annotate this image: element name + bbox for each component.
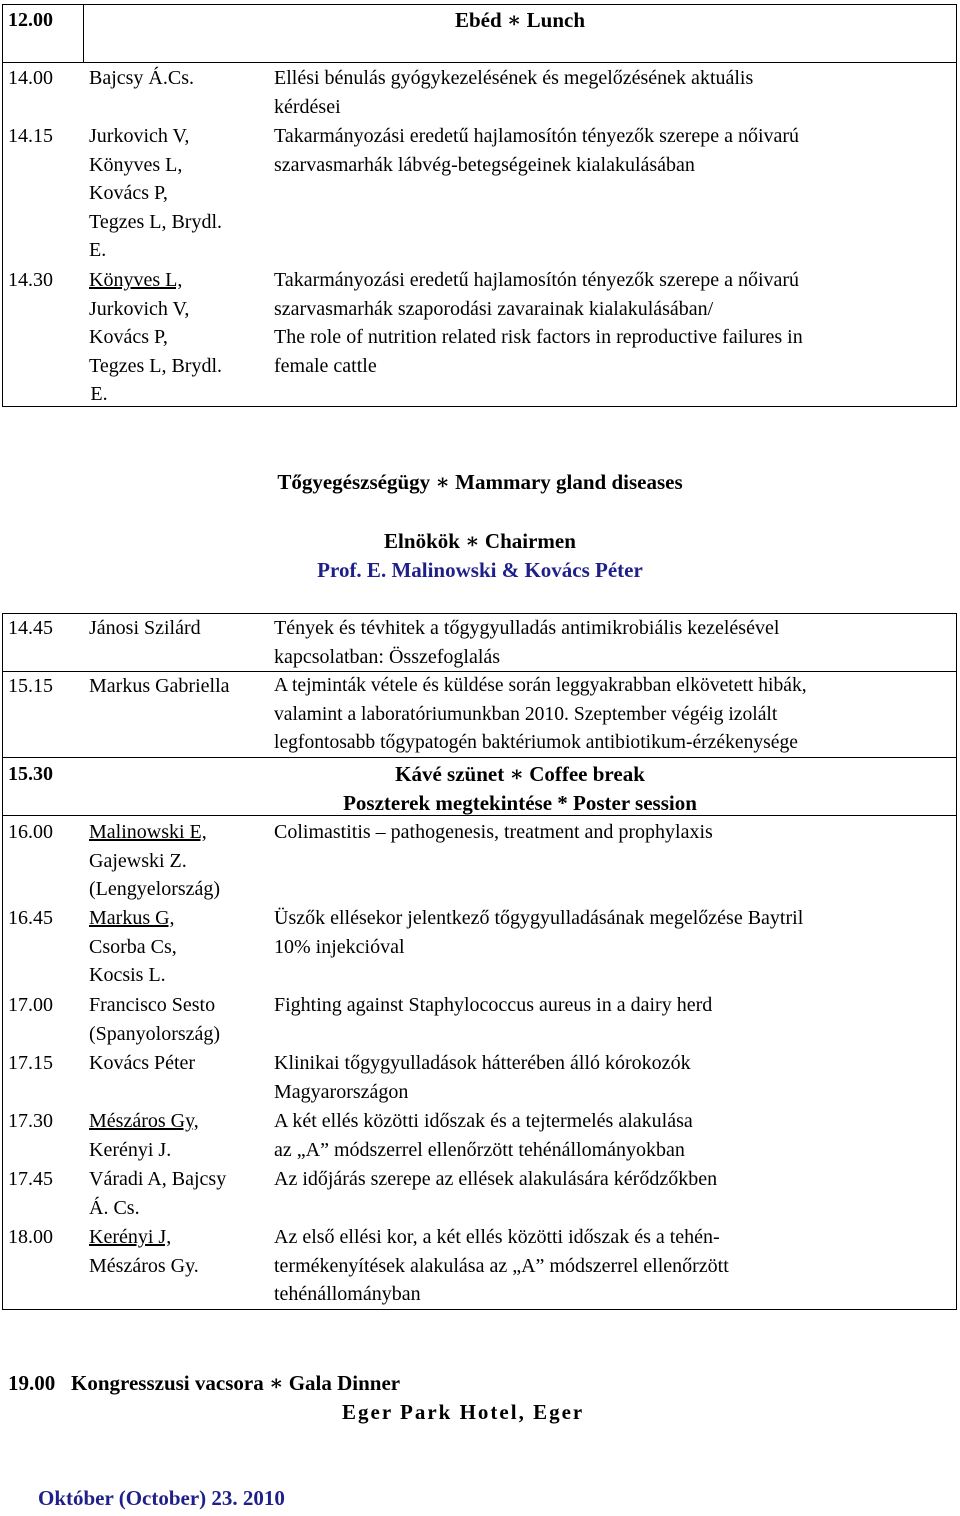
- row-title: [274, 904, 950, 961]
- row-title: [274, 1165, 950, 1194]
- speaker-line: Kerényi J.: [89, 1138, 172, 1161]
- speaker-line: Váradi A, Bajcsy: [89, 1168, 227, 1190]
- row-title: [274, 64, 950, 121]
- speaker-line: E.: [89, 239, 107, 262]
- speaker-line: Kocsis L.: [89, 964, 166, 987]
- row-title: [274, 991, 950, 1020]
- title-line: szarvasmarhák lábvég-betegségeinek kialakulásában: [274, 153, 695, 176]
- speaker-line: Markus G,: [89, 907, 175, 929]
- session-title: Tőgyegészségügy ∗ Mammary gland diseases: [277, 470, 683, 494]
- speaker-line: Mészáros Gy.: [89, 1254, 199, 1277]
- row-speakers: [89, 122, 267, 265]
- title-line: Klinikai tőgygyulladások hátterében álló kórokozók: [274, 1052, 691, 1074]
- title-line: Colimastitis – pathogenesis, treatment and prophylaxis: [274, 821, 713, 843]
- speaker-line: Malinowski E,: [89, 821, 207, 843]
- row-speakers: [89, 1165, 267, 1222]
- title-line: Ellési bénulás gyógykezelésének és megelőzésének aktuális: [274, 67, 754, 89]
- title-line: valamint a laboratóriumunkban 2010. Szeptember végéig izolált: [274, 703, 778, 725]
- title-line: Fighting against Staphylococcus aureus in a dairy herd: [274, 994, 713, 1016]
- speaker-line: (Spanyolország): [89, 1022, 221, 1045]
- speaker-line: Mészáros Gy,: [89, 1110, 199, 1132]
- row-time: 17.30: [8, 1110, 53, 1132]
- title-line: Magyarországon: [274, 1080, 409, 1103]
- row-speakers: [89, 991, 267, 1048]
- row-title: [274, 122, 950, 179]
- chairmen-names: Prof. E. Malinowski & Kovács Péter: [317, 558, 643, 582]
- speaker-line: Á. Cs.: [89, 1196, 140, 1219]
- title-line: Az első ellési kor, a két ellés közötti időszak és a tehén-: [274, 1226, 720, 1248]
- gala-label: Kongresszusi vacsora ∗ Gala Dinner: [71, 1371, 401, 1395]
- speaker-line: Jurkovich V,: [89, 125, 190, 147]
- title-line: A két ellés közötti időszak és a tejtermelés alakulása: [274, 1110, 693, 1132]
- title-line: Takarmányozási eredetű hajlamosítón tényezők szerepe a nőivarú: [274, 269, 800, 291]
- speaker-line: Kerényi J,: [89, 1226, 172, 1248]
- speaker-line: Könyves L,: [89, 153, 183, 176]
- row-speakers: [89, 64, 267, 93]
- gala-venue: Eger Park Hotel, Eger: [342, 1400, 585, 1424]
- title-line: A tejminták vétele és küldése során leggyakrabban elkövetett hibák,: [274, 675, 807, 696]
- speaker-line: E.: [90, 383, 108, 406]
- row-title: [274, 1107, 950, 1164]
- speaker-line: Bajcsy Á.Cs.: [89, 67, 194, 89]
- row-speakers: [89, 1223, 267, 1280]
- lunch-time: 12.00: [8, 9, 53, 31]
- speaker-line: Csorba Cs,: [89, 935, 177, 958]
- row-time: 17.15: [8, 1052, 53, 1074]
- gala-time: 19.00: [8, 1371, 56, 1395]
- row-title: [274, 266, 950, 380]
- table-1-divider: [2, 62, 957, 63]
- row-speakers: [89, 1107, 267, 1164]
- gala-line: [8, 1369, 400, 1398]
- title-line: kapcsolatban: Összefoglalás: [274, 645, 501, 668]
- title-line: 10% injekcióval: [274, 935, 405, 958]
- row-speakers: [89, 614, 267, 643]
- speaker-line: Gajewski Z.: [89, 849, 187, 872]
- speaker-line: Jánosi Szilárd: [89, 617, 201, 639]
- title-line: szarvasmarhák szaporodási zavarainak kialakulásában/: [274, 297, 714, 320]
- row-title: [274, 1049, 950, 1106]
- row-title: [274, 614, 950, 671]
- row-time: 14.15: [8, 125, 53, 147]
- title-line: az „A” módszerrel ellenőrzött tehénállományokban: [274, 1138, 685, 1161]
- speaker-line: Markus Gabriella: [89, 675, 230, 697]
- title-line: Tények és tévhitek a tőgygyulladás antimikrobiális kezelésével: [274, 617, 780, 639]
- speaker-line: Tegzes L, Brydl.: [89, 210, 223, 233]
- row-title: [274, 1223, 950, 1309]
- row-speakers: [89, 672, 274, 701]
- row-title: [274, 672, 950, 758]
- title-line: Üszők ellésekor jelentkező tőgygyulladásának megelőzése Baytril: [274, 907, 804, 929]
- row-speakers: [89, 1049, 267, 1078]
- title-line: female cattle: [274, 354, 377, 377]
- row-time: 16.00: [8, 821, 53, 843]
- row-speakers: [89, 818, 267, 904]
- title-line: tehénállományban: [274, 1283, 421, 1306]
- title-line: kérdései: [274, 95, 341, 118]
- title-line: The role of nutrition related risk factors in reproductive failures in: [274, 326, 803, 349]
- row-speakers: [89, 266, 267, 409]
- row-time: 16.45: [8, 907, 53, 929]
- speaker-line: Kovács P,: [89, 182, 168, 205]
- row-time: 18.00: [8, 1226, 53, 1248]
- title-line: legfontosabb tőgypatogén baktériumok antibiotikum-érzékenysége: [274, 732, 798, 754]
- row-time: 15.15: [8, 675, 53, 697]
- lunch-label: Ebéd ∗ Lunch: [454, 8, 586, 32]
- speaker-line: Könyves L,: [89, 269, 183, 291]
- row-time: 14.30: [8, 269, 53, 291]
- chairmen-label: Elnökök ∗ Chairmen: [384, 529, 576, 553]
- row-time: 17.00: [8, 994, 53, 1016]
- row-speakers: [89, 904, 267, 990]
- break-time: 15.30: [8, 763, 53, 785]
- speaker-line: Francisco Sesto: [89, 994, 216, 1016]
- row-title: [274, 818, 950, 847]
- row-time: 17.45: [8, 1168, 53, 1190]
- row-time: 14.00: [8, 67, 53, 89]
- title-line: Takarmányozási eredetű hajlamosítón tényezők szerepe a nőivarú: [274, 125, 800, 147]
- title-line: Az időjárás szerepe az ellések alakulására kérődzőkben: [274, 1168, 718, 1190]
- break-label: Kávé szünet ∗ Coffee break: [395, 762, 645, 786]
- title-line: termékenyítések alakulása az „A” módszerrel ellenőrzött: [274, 1254, 729, 1277]
- speaker-line: Kovács Péter: [89, 1052, 196, 1074]
- speaker-line: Kovács P,: [89, 326, 168, 349]
- poster-label: Poszterek megtekintése * Poster session: [343, 791, 697, 815]
- speaker-line: Jurkovich V,: [89, 297, 190, 320]
- speaker-line: Tegzes L, Brydl.: [89, 354, 223, 377]
- row-time: 14.45: [8, 617, 53, 639]
- footer-date: Október (October) 23. 2010: [38, 1486, 285, 1510]
- speaker-line: (Lengyelország): [89, 878, 221, 901]
